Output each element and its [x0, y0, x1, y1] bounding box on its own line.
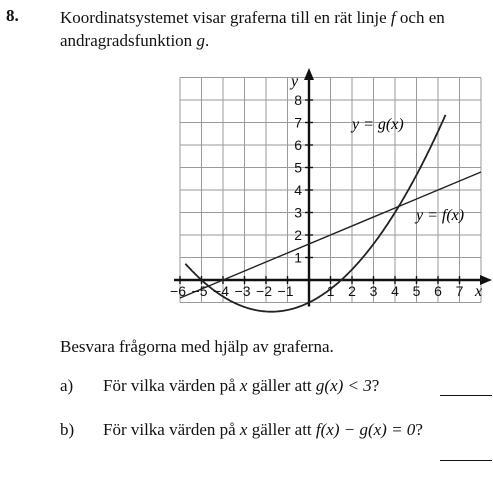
question-b-part2: gäller att [251, 420, 312, 439]
question-a-end: ? [371, 376, 380, 395]
question-a-var: x [239, 376, 248, 395]
question-b-end: ? [415, 420, 423, 439]
y-tick-label: 3 [294, 204, 302, 221]
x-tick-label: −4 [213, 283, 229, 299]
y-tick-label: 8 [294, 92, 302, 108]
answer-line-b[interactable] [440, 460, 492, 461]
x-tick-label: 6 [434, 283, 442, 299]
y-tick-label: 2 [294, 227, 302, 243]
x-tick-label: 1 [326, 283, 335, 299]
question-a-label: a) [60, 376, 74, 395]
x-tick-label: −1 [277, 283, 294, 299]
question-a-part1: För vilka värden på [103, 376, 236, 395]
g-symbol: g [196, 31, 205, 50]
question-b-part1: För vilka värden på [103, 420, 236, 439]
answer-line-a[interactable] [440, 395, 492, 396]
y-tick-label: 5 [294, 159, 302, 176]
question-b-label: b) [60, 420, 75, 439]
intro-text-1: Koordinatsystemet visar graferna till en rät linje [60, 8, 387, 27]
intro-end: . [204, 31, 210, 50]
g-curve-label: y = g(x) [352, 116, 404, 133]
x-tick-label: −3 [234, 283, 251, 299]
y-axis-label: y [291, 73, 299, 90]
f-symbol: f [390, 8, 396, 27]
question-a-expr: g(x) < 3 [315, 376, 372, 395]
grid [180, 78, 481, 303]
x-tick-label: 3 [369, 283, 378, 299]
y-tick-label: 1 [294, 249, 302, 266]
question-a-part2: gäller att [251, 376, 312, 395]
x-tick-label: −2 [256, 283, 272, 299]
y-tick-label: 6 [294, 137, 302, 153]
question-b-expr: f(x) − g(x) = 0 [315, 420, 416, 439]
y-tick-label: 7 [294, 114, 302, 131]
x-tick-label: 5 [412, 283, 421, 299]
question-a-text [103, 376, 379, 396]
x-tick-label: 7 [455, 283, 464, 299]
intro-text-2: och en andragradsfunktion [60, 8, 445, 50]
f-line-label: y = f(x) [416, 207, 465, 224]
question-b-var: x [239, 420, 248, 439]
y-axis-arrow [304, 68, 314, 80]
x-axis-label: x [475, 283, 483, 300]
question-b-text [103, 420, 423, 440]
instruction-text: Besvara frågorna med hjälp av graferna. [60, 337, 334, 356]
tick-labels [170, 92, 464, 299]
problem-number: 8. [6, 6, 19, 25]
x-tick-label: −6 [170, 283, 186, 299]
y-tick-label: 4 [294, 182, 302, 198]
x-tick-label: −5 [191, 283, 208, 299]
x-tick-label: 4 [391, 283, 399, 299]
x-tick-label: 2 [348, 283, 356, 299]
